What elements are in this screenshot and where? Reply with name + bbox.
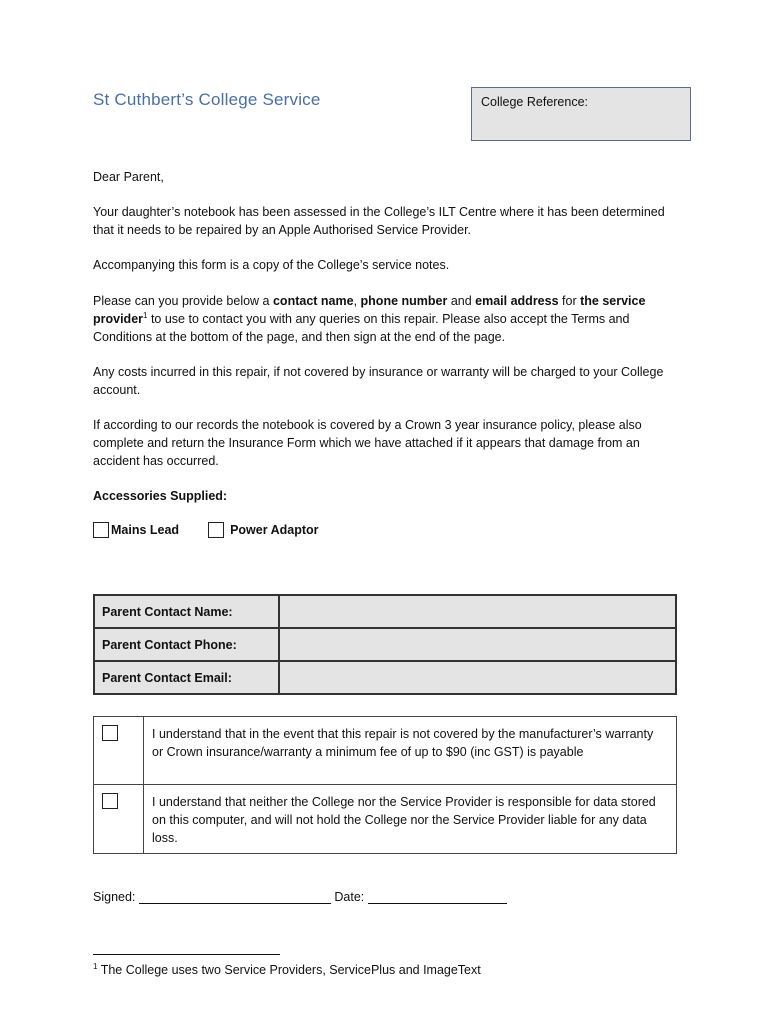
paragraph-costs: Any costs incurred in this repair, if not covered by insurance or warranty will be charged to your College account. — [93, 365, 664, 397]
data-loss-agreement-text: I understand that neither the College nor the Service Provider is responsible for data stored on this computer, and will not hold the College nor the Service Provider liable for any data loss. — [144, 785, 677, 854]
paragraph-assessment: Your daughter’s notebook has been assessed in the College’s ILT Centre where it has been determined that it needs to be repaired by an Apple Authorised Service Provider. — [93, 205, 665, 237]
college-reference-label: College Reference: — [481, 95, 589, 109]
salutation: Dear Parent, — [93, 170, 164, 184]
table-row — [94, 595, 676, 628]
date-label: Date: — [334, 890, 365, 904]
page-title: St Cuthbert’s College Service — [93, 90, 321, 109]
table-row — [94, 628, 676, 661]
data-loss-agreement-checkbox[interactable] — [102, 793, 118, 809]
signature-line — [93, 890, 507, 904]
power-adaptor-label: Power Adaptor — [230, 523, 319, 537]
footnote: $^1$ The College uses two Service Providers, ServicePlus and ImageText — [93, 961, 481, 977]
footnote-marker: 1 — [143, 310, 148, 320]
signature-field[interactable] — [139, 891, 331, 904]
mains-lead-label: Mains Lead — [111, 523, 180, 537]
power-adaptor-checkbox[interactable] — [208, 522, 224, 538]
table-row — [94, 785, 677, 854]
contact-name-field[interactable] — [279, 595, 676, 628]
table-row — [94, 717, 677, 785]
declarations-table — [93, 716, 677, 854]
contact-phone-label: Parent Contact Phone: — [94, 628, 279, 661]
accessories-heading: Accessories Supplied: — [93, 489, 228, 503]
fee-agreement-text: I understand that in the event that this repair is not covered by the manufacturer’s warranty or Crown insurance/warranty a minimum fee of up to $90 (inc GST) is payable — [144, 717, 677, 785]
fee-agreement-checkbox[interactable] — [102, 725, 118, 741]
mains-lead-checkbox[interactable] — [93, 522, 109, 538]
footnote-divider — [93, 954, 280, 955]
parent-contact-table — [93, 594, 677, 695]
paragraph-contact-request: Please can you provide below a contact name, phone number and email address for the service provider$^1$ to use to contact you with any queries on this repair. Please also accept the Terms and Conditions at the bottom of the page, and then sign at the end of the page. — [93, 294, 646, 344]
table-row — [94, 661, 676, 694]
signed-label: Signed: — [93, 890, 136, 904]
contact-email-field[interactable] — [279, 661, 676, 694]
accessories-options — [93, 522, 319, 538]
contact-name-label: Parent Contact Name: — [94, 595, 279, 628]
contact-phone-field[interactable] — [279, 628, 676, 661]
contact-email-label: Parent Contact Email: — [94, 661, 279, 694]
college-reference-box[interactable] — [471, 87, 691, 141]
date-field[interactable] — [368, 891, 507, 904]
paragraph-service-notes: Accompanying this form is a copy of the College’s service notes. — [93, 258, 450, 272]
paragraph-insurance: If according to our records the notebook is covered by a Crown 3 year insurance policy, please also complete and return the Insurance Form which we have attached if it appears that damage from an accident has occurred. — [93, 418, 642, 468]
